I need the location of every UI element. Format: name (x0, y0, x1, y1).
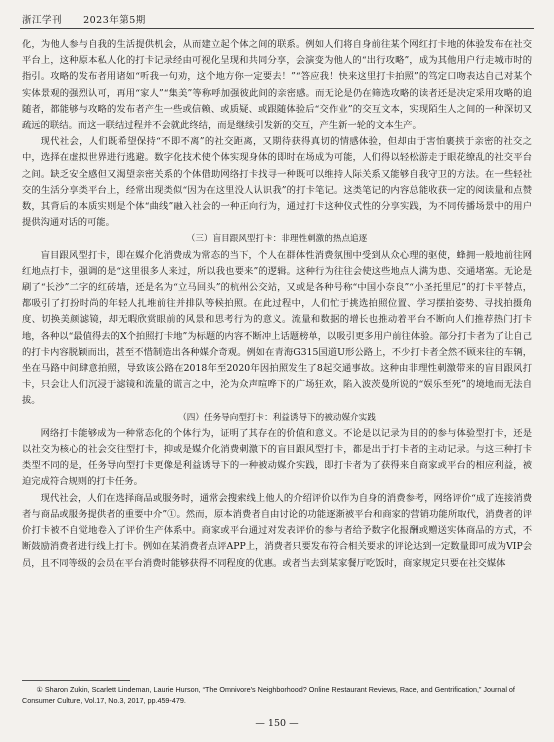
paragraph: 现代社会，人们既希望保持“不即不离”的社交距离，又期待获得真切的情感体验，但却由于害怕裹挟于亲密的社交之中，选择在虚拟世界进行逃避。数字化技术使个体实现身体的即时在场成为可能，人们得以轻松游走于眼花缭乱的社交平台之间。缺乏安全感但又渴望亲密关系的个体借助网络打卡找寻一种既可以维持人际关系又能够自我守卫的方法。在一些轻社交的生活分享类平台上，经常出现类似“因为在这里没人认识我”的打卡笔记。这类笔记的内容总能收获一定的阅读量和点赞数，其背后的本质实则是个体“曲线”融入社会的一种正向行为，通过打卡这种仪式性的分享实践，为不同传播场景中的用户提供沟通对话的可能。 (22, 136, 532, 229)
issue-label: 2023年第5期 (83, 15, 146, 26)
footnote: ① Sharon Zukin, Scarlett Lindeman, Laurie Hurson, “The Omnivore’s Neighborhood? Online Restaurant Reviews, Race, and Gentrification,” Journal of Consumer Culture, Vol.17, No.3, 2017, pp.459-479. (22, 685, 515, 705)
header-rule (20, 28, 534, 29)
article-body (22, 37, 532, 572)
section-heading: （三）盲目跟风型打卡：非理性刺激的热点追逐 (186, 234, 368, 245)
journal-name: 浙江学刊 (22, 15, 63, 26)
paragraph: 现代社会，人们在选择商品或服务时，通常会搜索线上他人的介绍评价以作为自身的消费参考，网络评价“成了连接消费者与商品或服务提供者的重要中介”①。然而，原本消费者自由讨论的功能逐渐被平台和商家的营销功能所取代，消费者的评价打卡被不自觉地卷入了评价生产体系中。商家或平台通过对发表评价的参与者给予数字化报酬或赠送实体商品的方式，不断鼓励消费者进行线上打卡。例如在某消费者点评APP上，消费者只要发布符合相关要求的评论达到一定数量即可成为VIP会员，且不同等级的会员在平台消费时能够获得不同程度的优惠。或者当去到某家餐厅吃饭时，商家规定只要在社交媒体 (22, 492, 533, 569)
paragraph: 盲目跟风型打卡，即在媒介化消费成为常态的当下，个人在群体性消费氛围中受到从众心理的驱使，蜂拥一般地前往网红地点打卡，强调的是“这里很多人来过，所以我也要来”的逻辑。这种行为往往会使这些地点人满为患、交通堵塞。无论是刷了“长沙”二字的红砖墙，还是名为“立马回头”的杭州公交站，又或是各种号称“中国小奈良”“小圣托里尼”的打卡平替点，都吸引了打扮时尚的年轻人扎堆前往并排队等候拍照。在此过程中，人们忙于挑选拍照位置、学习摆拍姿势、寻找拍摄角度、切换美颜滤镜，却无暇欣赏眼前的风景和思考行为的意义。流量和数据的增长也推动着平台不断向人们推荐热门打卡地，各种以“最值得去的X个拍照打卡地”为标题的内容不断冲上话题榜单，以吸引更多用户前往体验。部分打卡者为了让自己的打卡内容脱颖而出，甚至不惜制造出各种媒介奇观。例如在青海G315国道U形公路上，不少打卡者全然不顾来往的车辆，坐在马路中间肆意拍照，导致该公路在2018年至2020年因拍照发生了8起交通事故。这种由非理性刺激带来的盲目跟风打卡，只会让人们沉浸于滤镜和流量的谎言之中，沦为众声喧哗下的广场狂欢，陷入波茨曼所说的“娱乐至死”的境地而无法自拔。 (22, 249, 532, 407)
section-heading: （四）任务导向型打卡：利益诱导下的被动媒介实践 (178, 412, 376, 423)
paragraph: 化，为他人参与自我的生活提供机会，从而建立起个体之间的联系。例如人们将自身前往某个网红打卡地的体验发布在社交平台上，这种原本私人化的打卡记录经由可视化呈现和共同分享，会演变为他人的“出行攻略”，成为其他用户行走城市时的指引。攻略的发布者用诸如“听我一句劝，这个地方你一定要去！”“答应我！快来这里打卡拍照”的笃定口吻表达自己对某个实体景观的强烈认可，再用“家人”“集美”等称呼加强彼此间的亲密感。而无论是仍在筛选攻略的读者还是决定采用攻略的追随者，都能够与攻略的发布者产生一些或信赖、或质疑、或跟随体验后“交作业”的交互文本，实现陌生人之间的一种深切又疏远的联结。而这一联结过程并不会就此终结，而是继续引发新的交互，产生新一轮的文本生产。 (22, 39, 532, 132)
running-header (22, 12, 532, 26)
footnote-rule (22, 680, 130, 681)
paragraph: 网络打卡能够成为一种常态化的个体行为，证明了其存在的价值和意义。不论是以记录为目的的参与体验型打卡，还是以社交为核心的社会交往型打卡，抑或是媒介化消费刺激下的盲目跟风型打卡，都是出于打卡者的主动记录。与这三种打卡类型不同的是，任务导向型打卡更像是利益诱导下的一种被动媒介实践，即打卡者为了获得来自商家或平台的相应利益，被迫完成符合规则的打卡任务。 (22, 427, 532, 488)
page-number: — 150 — (255, 718, 299, 729)
